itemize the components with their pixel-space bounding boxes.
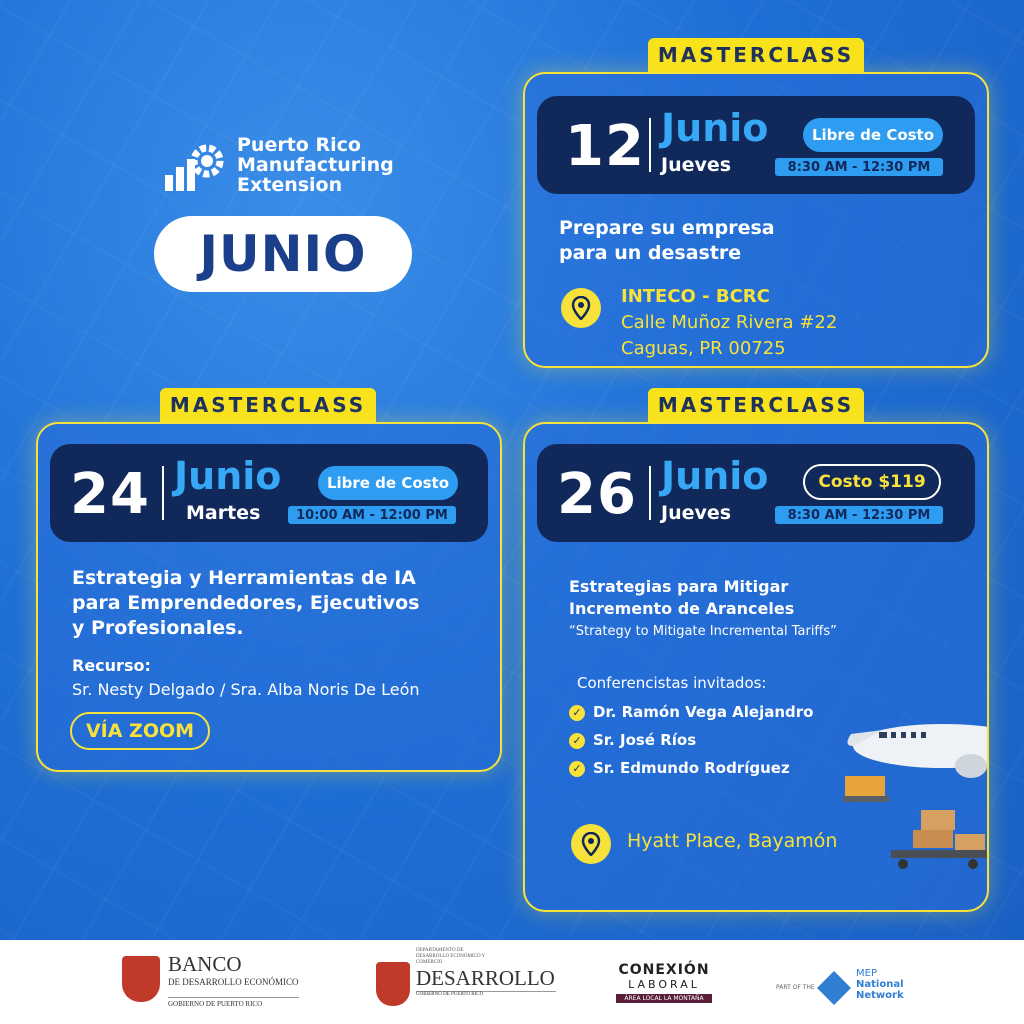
banco-sub: DE DESARROLLO ECONÓMICO: [168, 977, 299, 987]
speakers-list: [569, 698, 814, 782]
title-line: y Profesionales.: [72, 617, 244, 639]
address-line: Caguas, PR 00725: [621, 338, 786, 359]
venue-name: INTECO - BCRC: [621, 286, 770, 307]
date-box: [50, 444, 488, 542]
conexion-title: CONEXIÓN: [618, 962, 710, 978]
sponsor-footer: [0, 940, 1024, 1024]
speakers-label: Conferencistas invitados:: [577, 674, 767, 692]
brand-line-3: Extension: [237, 174, 343, 196]
brand-line-1: Puerto Rico: [237, 134, 361, 156]
event-card-3[interactable]: [523, 422, 989, 912]
ddec-gov: GOBIERNO DE PUERTO RICO: [416, 991, 556, 997]
speaker-item: [569, 698, 814, 726]
event-day: 12: [565, 114, 645, 179]
address-line: Calle Muñoz Rivera #22: [621, 312, 838, 333]
mep-line: Network: [856, 990, 904, 1001]
speaker-item: [569, 726, 814, 754]
via-zoom-badge[interactable]: VÍA ZOOM: [70, 712, 210, 750]
title-line: para Emprendedores, Ejecutivos: [72, 592, 420, 614]
event-weekday: Jueves: [661, 502, 732, 524]
event-card-1[interactable]: [523, 72, 989, 368]
title-line: Incremento de Aranceles: [569, 599, 795, 618]
resource-names: Sr. Nesty Delgado / Sra. Alba Noris De León: [72, 680, 420, 699]
event-venue: Hyatt Place, Bayamón: [627, 830, 838, 852]
pr-manufacturing-logo: [163, 135, 394, 195]
airplane-cargo-illustration: [843, 708, 987, 888]
masterclass-tag-3: MASTERCLASS: [648, 388, 864, 422]
event-day: 24: [70, 462, 150, 527]
ddec-title: DESARROLLO: [416, 966, 555, 990]
location-pin-icon: [571, 824, 611, 864]
speaker-name: Sr. José Ríos: [593, 731, 697, 749]
event-day: 26: [557, 462, 637, 527]
location-pin-icon: [561, 288, 601, 328]
event-location: [621, 284, 837, 362]
event-title: [559, 216, 775, 266]
price-badge: Libre de Costo: [803, 118, 943, 152]
conexion-laboral-logo: [616, 962, 712, 1003]
check-badge-icon: ✓: [569, 733, 585, 749]
banco-title: BANCO: [168, 952, 242, 976]
check-badge-icon: ✓: [569, 705, 585, 721]
banco-logo: [168, 952, 299, 1008]
speaker-item: [569, 754, 814, 782]
mep-title: MEP: [856, 968, 877, 979]
conexion-area: ÁREA LOCAL LA MONTAÑA: [616, 994, 712, 1003]
price-badge: Costo $119: [803, 464, 941, 500]
banco-gov: GOBIERNO DE PUERTO RICO: [168, 997, 299, 1008]
mep-logo-text: [856, 968, 904, 1001]
title-line: Estrategias para Mitigar: [569, 577, 789, 596]
masterclass-tag-2: MASTERCLASS: [160, 388, 376, 422]
price-badge: Libre de Costo: [318, 466, 458, 500]
title-line: Estrategia y Herramientas de IA: [72, 567, 416, 589]
coat-of-arms-icon: [122, 956, 160, 1002]
date-divider: [649, 118, 651, 172]
time-badge: 8:30 AM - 12:30 PM: [775, 158, 943, 176]
ddec-logo: [416, 948, 556, 997]
resource-label: Recurso:: [72, 656, 151, 675]
conexion-sub: LABORAL: [628, 978, 700, 991]
speaker-name: Sr. Edmundo Rodríguez: [593, 759, 790, 777]
title-line: Prepare su empresa: [559, 217, 775, 239]
time-badge: 8:30 AM - 12:30 PM: [775, 506, 943, 524]
title-line: para un desastre: [559, 242, 742, 264]
event-month: Junio: [174, 454, 282, 498]
event-month: Junio: [661, 106, 769, 150]
month-title: JUNIO: [154, 216, 412, 292]
event-card-2[interactable]: [36, 422, 502, 772]
event-month: Junio: [661, 454, 769, 498]
coat-of-arms-icon: [376, 962, 410, 1006]
masterclass-tag-1: MASTERCLASS: [648, 38, 864, 72]
gear-bars-icon: [163, 135, 227, 195]
date-divider: [162, 466, 164, 520]
event-weekday: Martes: [186, 502, 261, 524]
event-weekday: Jueves: [661, 154, 732, 176]
ddec-small: DEPARTAMENTO DE DESARROLLO ECONÓMICO Y COMERCIO: [416, 948, 486, 965]
check-badge-icon: ✓: [569, 761, 585, 777]
mep-network-icon: [817, 971, 851, 1005]
event-title: [72, 566, 419, 641]
speaker-name: Dr. Ramón Vega Alejandro: [593, 703, 814, 721]
date-box: [537, 96, 975, 194]
date-box: [537, 444, 975, 542]
mep-part-label: PART OF THE: [776, 984, 815, 991]
brand-line-2: Manufacturing: [237, 154, 394, 176]
time-badge: 10:00 AM - 12:00 PM: [288, 506, 456, 524]
brand-name: [237, 135, 394, 195]
event-title: [569, 576, 794, 620]
date-divider: [649, 466, 651, 520]
mep-line: National: [856, 979, 904, 990]
event-subtitle: “Strategy to Mitigate Incremental Tariffs”: [569, 624, 837, 639]
